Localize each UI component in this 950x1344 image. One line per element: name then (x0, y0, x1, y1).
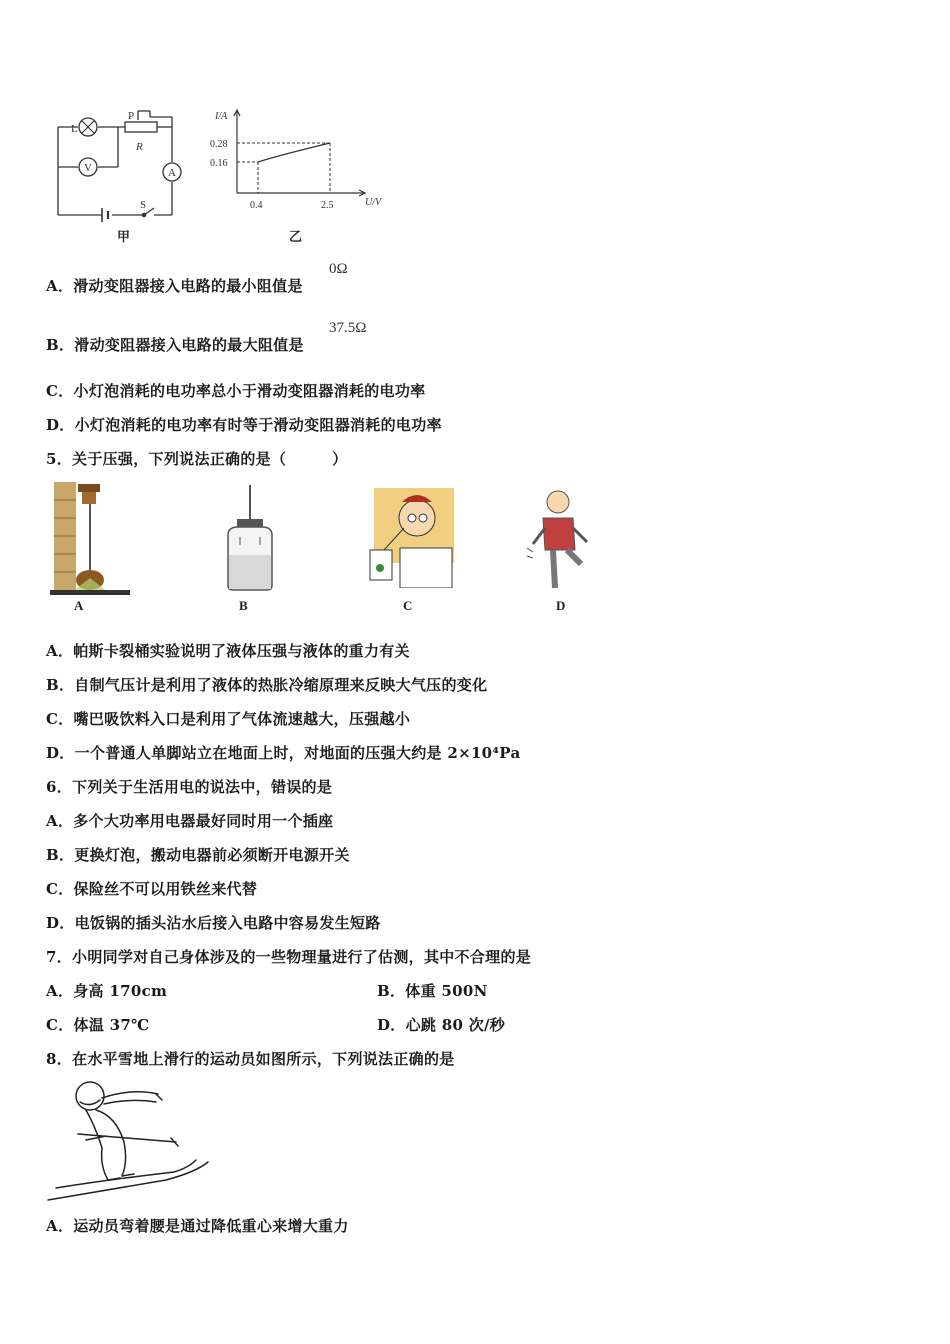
q4-option-b: B．滑动变阻器接入电路的最大阻值是 (46, 336, 304, 354)
one-foot-person-figure (525, 488, 595, 593)
q7-stem: 7．小明同学对自己身体涉及的一些物理量进行了估测，其中不合理的是 (46, 948, 532, 966)
rheostat-label: R (136, 141, 143, 153)
lamp-label: L (71, 123, 78, 135)
drinking-person-figure (362, 488, 457, 588)
q4-option-a-value: 0Ω (329, 261, 348, 277)
graph-caption: 乙 (289, 229, 303, 244)
q4-option-c: C．小灯泡消耗的电功率总小于滑动变阻器消耗的电功率 (46, 382, 426, 400)
q8-option-a: A．运动员弯着腰是通过降低重心来增大重力 (46, 1217, 349, 1235)
slider-label: P (128, 110, 135, 122)
switch-label: S (140, 199, 147, 211)
y-axis-label: I/A (215, 111, 228, 122)
q7-option-d: D．心跳 80 次/秒 (377, 1016, 506, 1034)
q5-stem: 5．关于压强，下列说法正确的是（ ） (46, 450, 348, 468)
fig-label-b: B (239, 598, 248, 613)
ammeter-label: A (168, 167, 176, 179)
q7-option-a: A．身高 170cm (46, 982, 168, 1000)
iu-graph (205, 105, 390, 215)
y-tick: 0.16 (210, 158, 228, 169)
pascal-barrel-figure (50, 482, 130, 597)
q8-stem: 8．在水平雪地上滑行的运动员如图所示，下列说法正确的是 (46, 1050, 455, 1068)
q5-option-d: D．一个普通人单脚站立在地面上时，对地面的压强大约是 2×10⁴Pa (46, 744, 521, 762)
voltmeter-label: V (84, 162, 92, 174)
x-tick: 2.5 (321, 200, 334, 211)
iu-curve (258, 143, 330, 162)
q6-option-b: B．更换灯泡，搬动电器前必须断开电源开关 (46, 846, 350, 864)
q5-option-b: B．自制气压计是利用了液体的热胀冷缩原理来反映大气压的变化 (46, 676, 488, 694)
q4-option-d: D．小灯泡消耗的电功率有时等于滑动变阻器消耗的电功率 (46, 416, 442, 434)
q6-stem: 6．下列关于生活用电的说法中，错误的是 (46, 778, 333, 796)
x-axis-label: U/V (365, 197, 382, 208)
q5-option-a: A．帕斯卡裂桶实验说明了液体压强与液体的重力有关 (46, 642, 410, 660)
q4-option-a: A．滑动变阻器接入电路的最小阻值是 (46, 277, 303, 295)
fig-label-c: C (403, 598, 413, 613)
fig-label-a: A (74, 598, 84, 613)
circuit-caption: 甲 (117, 229, 131, 244)
q6-option-c: C．保险丝不可以用铁丝来代替 (46, 880, 258, 898)
q7-option-c: C．体温 37℃ (46, 1016, 150, 1034)
q4-option-b-value: 37.5Ω (329, 320, 367, 336)
fig-label-d: D (556, 598, 566, 613)
q7-option-b: B．体重 500N (377, 982, 488, 1000)
y-tick: 0.28 (210, 139, 228, 150)
barometer-figure (220, 485, 280, 593)
x-tick: 0.4 (250, 200, 263, 211)
q5-option-c: C．嘴巴吸饮料入口是利用了气体流速越大，压强越小 (46, 710, 411, 728)
skier-figure (46, 1076, 211, 1204)
q6-option-a: A．多个大功率用电器最好同时用一个插座 (46, 812, 334, 830)
q6-option-d: D．电饭锅的插头沾水后接入电路中容易发生短路 (46, 914, 381, 932)
